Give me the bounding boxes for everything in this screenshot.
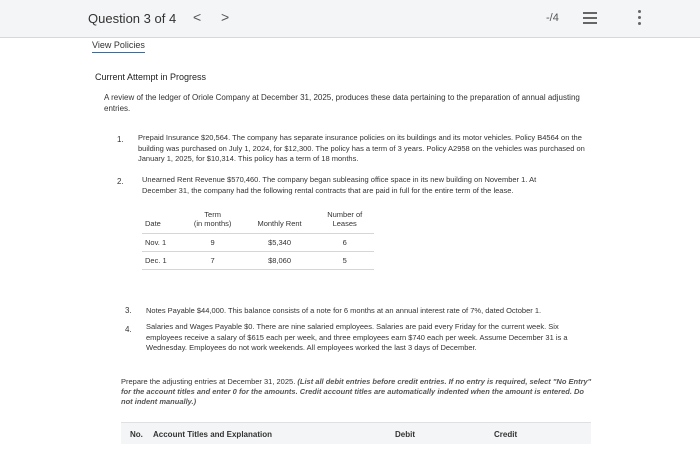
column-header-leases: Number of Leases <box>327 210 363 228</box>
cell-term: 9 <box>182 234 244 252</box>
item-number: 3. <box>125 306 132 315</box>
journal-entry-table-header <box>121 422 591 444</box>
question-list-icon[interactable] <box>583 12 597 24</box>
instructions: Prepare the adjusting entries at December 31, 2025. (List all debit entries before credit entries. If no entry is required, select "No Entry" for the account titles and enter 0 for the amounts. Credit account titles are automatically indented when the amount is entered. Do not indent manually.) <box>121 377 592 406</box>
cell-monthly-rent: $5,340 <box>244 234 316 252</box>
table-row <box>142 252 374 270</box>
item-salaries-wages: Salaries and Wages Payable $0. There are nine salaried employees. Salaries are paid every Friday for the current week. Six employees receive a salary of $615 each per week, and three employees earn $740 each per week. Assume December 31 is a Wednesday. Employees do not work weekends. All employees worked the last 3 days of December. <box>146 322 568 352</box>
problem-intro: A review of the ledger of Oriole Company at December 31, 2025, produces these data pertaining to the preparation of annual adjusting entries. <box>104 93 580 113</box>
column-header-monthly-rent: Monthly Rent <box>257 219 302 228</box>
column-header-account-titles: Account Titles and Explanation <box>153 430 272 439</box>
rental-contracts-table <box>142 208 374 270</box>
column-header-debit: Debit <box>395 430 415 439</box>
column-header-date: Date <box>145 219 161 228</box>
column-header-no: No. <box>130 430 143 439</box>
item-unearned-rent: Unearned Rent Revenue $570,460. The company began subleasing office space in its new building on November 1. At December 31, the company had the following rental contracts that are paid in full for the entire term of the lease. <box>142 175 537 195</box>
cell-leases: 5 <box>315 252 374 270</box>
item-number: 2. <box>117 177 124 186</box>
item-number: 4. <box>125 325 132 334</box>
cell-date: Dec. 1 <box>142 252 182 270</box>
item-notes-payable: Notes Payable $44,000. This balance consists of a note for 6 months at an annual interest rate of 7%, dated October 1. <box>146 306 542 315</box>
cell-date: Nov. 1 <box>142 234 182 252</box>
question-title: Question 3 of 4 <box>88 11 177 26</box>
attempt-status: Current Attempt in Progress <box>95 72 207 82</box>
cell-leases: 6 <box>315 234 374 252</box>
score-display: -/4 <box>546 12 559 24</box>
item-number: 1. <box>117 135 124 144</box>
view-policies-link[interactable]: View Policies <box>92 40 145 53</box>
cell-monthly-rent: $8,060 <box>244 252 316 270</box>
table-row <box>142 234 374 252</box>
top-bar <box>0 0 700 38</box>
item-prepaid-insurance: Prepaid Insurance $20,564. The company has separate insurance policies on its buildings and its motor vehicles. Policy B4564 on the building was purchased on July 1, 2024, for $12,300. The policy has a term of 3 years. Policy A2958 on the vehicles was purchased on January 1, 2025, for $10,314. This policy has a term of 18 months. <box>138 133 585 163</box>
cell-term: 7 <box>182 252 244 270</box>
column-header-term: Term (in months) <box>193 210 232 228</box>
next-question-button[interactable]: > <box>221 9 230 25</box>
previous-question-button[interactable]: < <box>193 9 202 25</box>
column-header-credit: Credit <box>494 430 518 439</box>
more-options-icon[interactable] <box>636 10 642 26</box>
